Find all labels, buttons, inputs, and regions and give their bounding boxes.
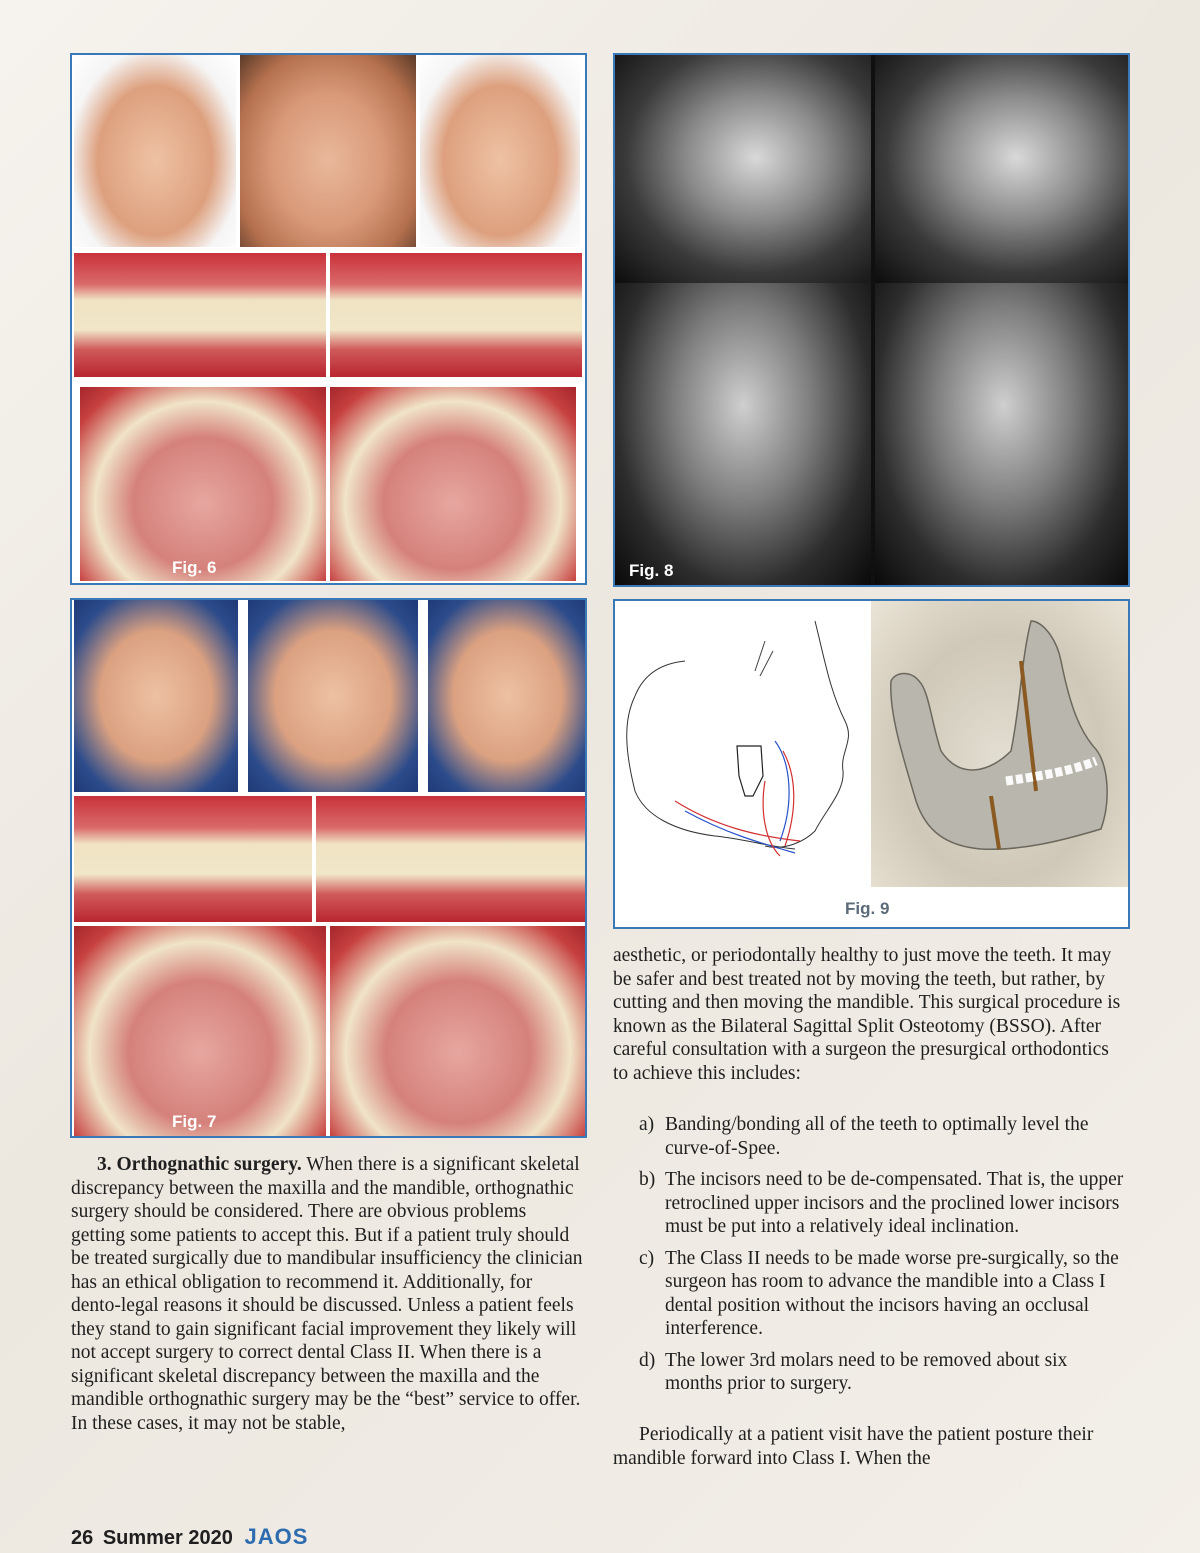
upper-occlusal-photo-post (74, 926, 326, 1136)
list-marker: c) (639, 1247, 655, 1269)
closing-paragraph: Periodically at a patient visit have the patient posture their mandible forward into Class I. When the (613, 1424, 1094, 1469)
intro-paragraph: aesthetic, or periodontally healthy to just move the teeth. It may be safer and best treated not by moving the teeth, but rather, by cutting and then moving the mandible. This surgical procedure is known as the Bilateral Sagittal Split Osteotomy (BSSO). After careful consultation with a surgeon the presurgical orthodontics to achieve this includes: (613, 945, 1121, 1084)
mandible-osteotomy-illustration (871, 601, 1130, 887)
intraoral-right-photo-post (74, 796, 312, 922)
list-marker: d) (639, 1349, 656, 1371)
intraoral-right-photo (74, 253, 326, 377)
list-marker: b) (639, 1169, 656, 1190)
list-text: Banding/bonding all of the teeth to optimally level the curve-of-Spee. (665, 1114, 1089, 1159)
face-photo-frontal-post (74, 600, 238, 792)
list-item (613, 1247, 1128, 1341)
list-text: The Class II needs to be made worse pre-surgically, so the surgeon has room to advance the mandible into a Class I dental position without the incisors having an occlusal interference. (665, 1247, 1119, 1339)
list-text: The lower 3rd molars need to be removed about six months prior to surgery. (665, 1349, 1068, 1394)
pa-ceph-xray-before (615, 283, 871, 587)
intraoral-left-photo-post (316, 796, 586, 922)
fig-6-label: Fig. 6 (172, 558, 217, 577)
paragraph-body: When there is a significant skeletal discrepancy between the maxilla and the mandible, orthognathic surgery should be considered. There are obvious problems getting some patients to accept this. But if a patient truly should be treated surgically due to mandibular insufficiency the clinician has an ethical obligation to recommend it. Additionally, for dento-legal reasons it should be discussed. Unless a patient feels they stand to gain significant facial improvement they likely will not accept surgery to correct dental Class II. When there is a significant skeletal discrepancy between the maxilla and the mandible orthognathic surgery may be the “best” service to offer. In these cases, it may not be stable, (71, 1154, 583, 1434)
ceph-tracing-drawing (615, 601, 869, 887)
list-marker: a) (639, 1114, 655, 1135)
list-item (613, 1113, 1128, 1160)
face-photo-smile (420, 55, 580, 247)
list-text: The incisors need to be de-compensated. That is, the upper retroclined upper incisors and the proclined lower incisors must be put into a relatively ideal inclination. (665, 1169, 1124, 1237)
presurgical-list (613, 1113, 1128, 1396)
lower-occlusal-photo-post (330, 926, 586, 1136)
figure-7 (70, 598, 587, 1138)
orthognathic-paragraph (71, 1153, 583, 1435)
fig-9-label: Fig. 9 (845, 899, 890, 918)
face-photo-frontal (74, 55, 236, 247)
figure-9 (613, 599, 1130, 929)
pa-ceph-xray-after (875, 283, 1130, 587)
section-heading: 3. Orthognathic surgery. (97, 1154, 302, 1175)
face-photo-smile-post (248, 600, 418, 792)
mandible-svg (871, 601, 1130, 887)
lateral-ceph-xray-after (875, 55, 1130, 283)
tracing-svg (615, 601, 869, 887)
lower-occlusal-photo (330, 387, 576, 581)
lateral-ceph-xray-before (615, 55, 871, 283)
list-item (613, 1168, 1128, 1239)
left-column-text (71, 1153, 583, 1435)
fig-7-label: Fig. 7 (172, 1112, 217, 1131)
right-column-intro (613, 944, 1128, 1085)
list-item (613, 1349, 1128, 1396)
intraoral-left-photo (330, 253, 582, 377)
upper-occlusal-photo (80, 387, 326, 581)
figure-8 (613, 53, 1130, 587)
fig-8-label: Fig. 8 (629, 561, 674, 580)
figure-6 (70, 53, 587, 585)
page-number: 26 (71, 1527, 94, 1549)
face-photo-profile (240, 55, 416, 247)
issue-label: Summer 2020 (102, 1527, 233, 1549)
page-footer (71, 1524, 308, 1550)
journal-name: JAOS (244, 1524, 309, 1549)
face-photo-profile-post (428, 600, 587, 792)
right-column-closing (613, 1423, 1128, 1470)
